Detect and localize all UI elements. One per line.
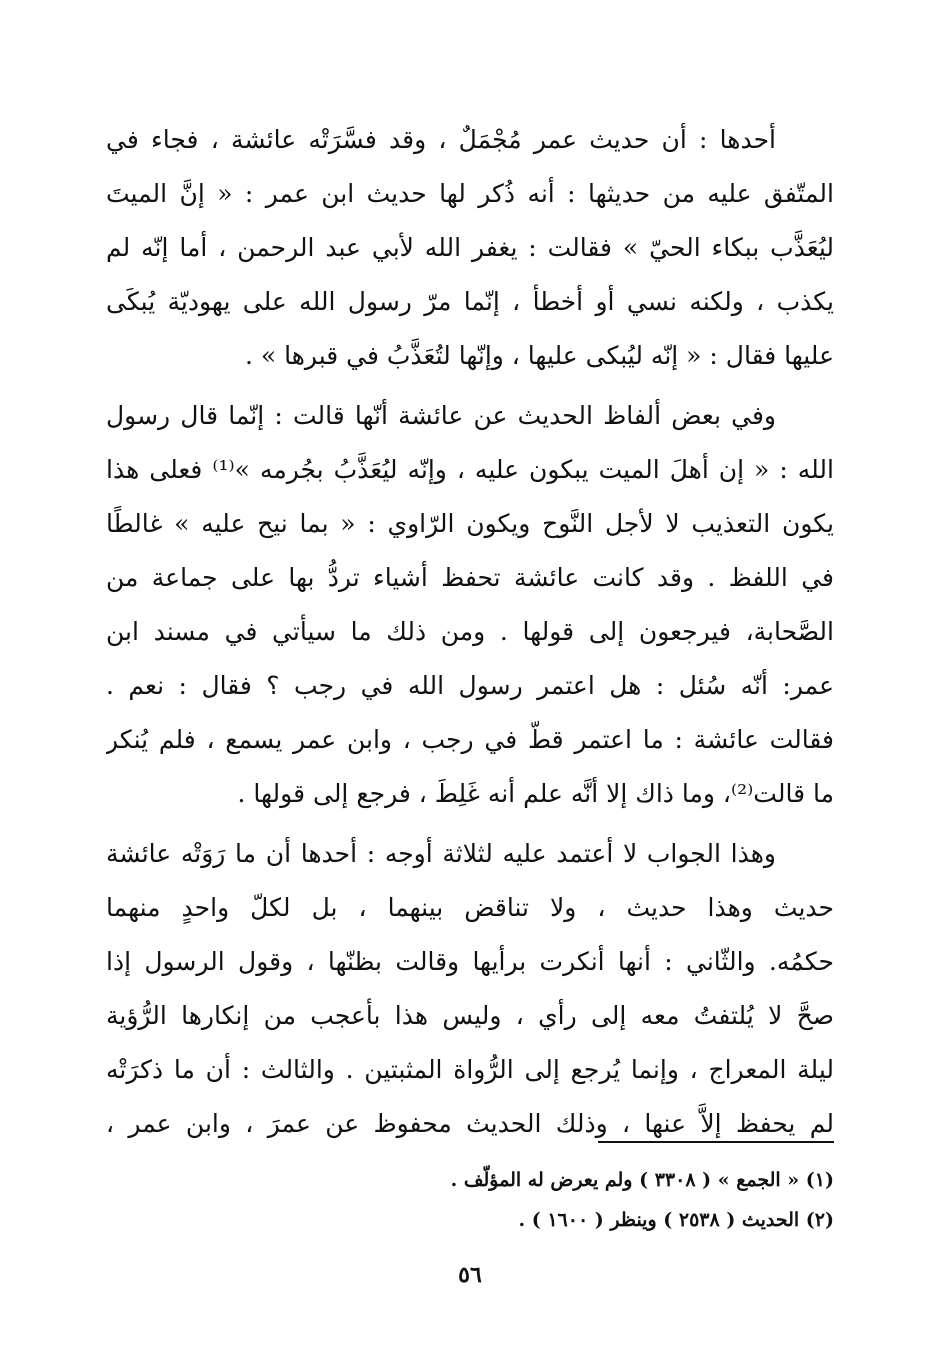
text-line: عليها فقال : « إنّه ليُبكى عليها ، وإنّها لتُعَذَّبُ في قبرها » . (244, 341, 834, 370)
page-number: ٥٦ (458, 1262, 482, 1288)
text-line: الله : « إن أهلَ الميت يبكون عليه ، وإنّه ليُعَذَّبُ بجُرمه »⁽¹⁾ فعلى هذا (106, 455, 834, 484)
text-line: ليُعَذَّب ببكاء الحيّ » فقالت : يغفر الله لأبي عبد الرحمن ، أما إنّه لم (106, 233, 834, 262)
text-line: يكون التعذيب لا لأجل النَّوح ويكون الرّاوي : « بما نيح عليه » غالطًا (106, 509, 834, 538)
text-line: أحدها : أن حديث عمر مُجْمَلٌ ، وقد فسَّرَتْه عائشة ، فجاء في (106, 125, 776, 154)
text-line: صحَّ لا يُلتفتُ معه إلى رأي ، وليس هذا بأعجب من إنكارها الرُّؤية (106, 1001, 834, 1030)
footnotes (300, 1160, 834, 1240)
text-line: حديث وهذا حديث ، ولا تناقض بينهما ، بل لكلّ واحدٍ منهما (106, 893, 834, 922)
footnote: (١) « الجمع » ( ٣٣٠٨ ) ولم يعرض له المؤلّف . (450, 1169, 834, 1191)
text-line: ليلة المعراج ، وإنما يُرجع إلى الرُّواة المثبتين . والثالث : أن ما ذكرَتْه (106, 1055, 834, 1084)
footnote-divider (598, 1141, 834, 1143)
text-line: المتّفق عليه من حديثها : أنه ذُكر لها حديث ابن عمر : « إنَّ الميتَ (106, 179, 834, 208)
text-line: عمر: أنّه سُئل : هل اعتمر رسول الله في رجب ؟ فقال : نعم . (106, 671, 834, 700)
footnote: (٢) الحديث ( ٢٥٣٨ ) وينظر ( ١٦٠٠ ) . (518, 1209, 834, 1231)
text-line: فقالت عائشة : ما اعتمر قطّ في رجب ، وابن عمر يسمع ، فلم يُنكر (106, 725, 834, 754)
text-line: في اللفظ . وقد كانت عائشة تحفظ أشياء تردُّ بها على جماعة من (106, 563, 834, 592)
text-line: الصَّحابة، فيرجعون إلى قولها . ومن ذلك ما سيأتي في مسند ابن (106, 617, 834, 646)
text-line: حكمُه. والثّاني : أنها أنكرت برأيها وقالت بظنّها ، وقول الرسول إذا (106, 947, 834, 976)
text-line: وهذا الجواب لا أعتمد عليه لثلاثة أوجه : أحدها أن ما رَوَتْه عائشة (106, 839, 776, 868)
main-text (106, 113, 834, 1151)
text-line: ما قالت⁽²⁾، وما ذاك إلا أنَّه علم أنه غَلِطَ ، فرجع إلى قولها . (237, 779, 834, 808)
text-line: يكذب ، ولكنه نسي أو أخطأ ، إنّما مرّ رسول الله على يهوديّة يُبكَى (106, 287, 834, 316)
text-line: وفي بعض ألفاظ الحديث عن عائشة أنّها قالت : إنّما قال رسول (106, 401, 776, 430)
text-line: لم يحفظ إلاَّ عنها ، وذلك الحديث محفوظ عن عمرَ ، وابن عمر ، (106, 1109, 834, 1138)
